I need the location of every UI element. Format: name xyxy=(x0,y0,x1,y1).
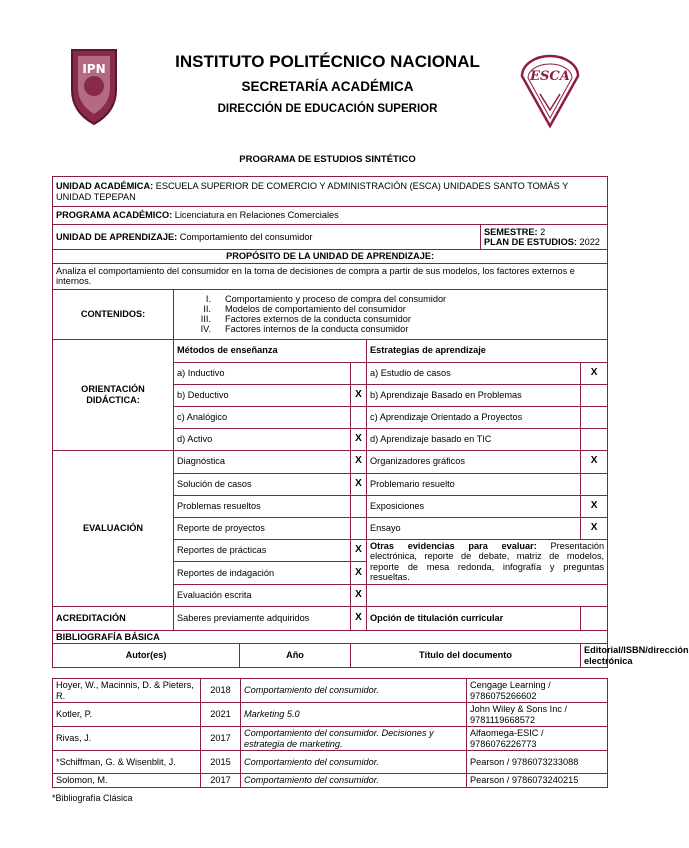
evaluacion-row: Reportes de prácticas X Otras evidencias para evaluar: Presentación electrónica, reporte de debate, matriz de modelos, reporte de mesa redonda, infografía y preguntas resueltas. xyxy=(53,539,608,562)
evaluacion-mark: X xyxy=(351,539,367,562)
metodo-mark xyxy=(351,406,367,428)
metodo-mark: X xyxy=(351,384,367,406)
contenidos-row xyxy=(53,289,608,339)
program-table xyxy=(52,176,689,668)
evaluacion-row: Problemas resueltos Exposiciones X xyxy=(53,495,608,517)
saberes-previos: Saberes previamente adquiridos xyxy=(174,606,351,630)
programa-row xyxy=(53,207,608,225)
evaluacion-mark: X xyxy=(351,584,367,606)
bibliografia-title: BIBLIOGRAFÍA BÁSICA xyxy=(53,630,608,644)
bibliografia-row: *Schiffman, G. & Wisenblit, J. 2015 Comportamiento del consumidor. Pearson / 9786073233088 xyxy=(53,751,608,774)
document-title: PROGRAMA DE ESTUDIOS SINTÉTICO xyxy=(239,154,416,165)
estrategias-header: Estrategias de aprendizaje xyxy=(367,339,608,362)
metodo-mark xyxy=(351,362,367,384)
evaluacion-row: Evaluación escrita X xyxy=(53,584,608,606)
otras-evidencias xyxy=(367,539,608,584)
contenido-item: IV. Factores internos de la conducta consumidor xyxy=(200,324,409,334)
evaluacion-mark: X xyxy=(351,473,367,495)
bibliografia-row: Kotler, P. 2021 Marketing 5.0 John Wiley & Sons Inc / 9781119668572 xyxy=(53,703,608,727)
evaluacion-mark xyxy=(351,495,367,517)
secretariat-title: SECRETARÍA ACADÉMICA xyxy=(241,79,414,94)
institution-title: INSTITUTO POLITÉCNICO NACIONAL xyxy=(175,52,480,71)
evaluacion-row: Reporte de proyectos Ensayo X xyxy=(53,517,608,539)
unidad-aprendizaje-row xyxy=(53,225,608,250)
evaluacion-label: EVALUACIÓN xyxy=(53,450,174,606)
estrategia-mark: X xyxy=(581,362,608,384)
unidad-academica-value: ESCUELA SUPERIOR DE COMERCIO Y ADMINISTRACIÓN (ESCA) UNIDADES SANTO TOMÁS Y UNIDAD TEPEPAN xyxy=(56,181,569,202)
acreditacion-label: ACREDITACIÓN xyxy=(53,606,174,630)
proposito-title: PROPÓSITO DE LA UNIDAD DE APRENDIZAJE: xyxy=(53,250,608,264)
ipn-logo-text: IPN xyxy=(82,62,106,76)
contenido-item: III. Factores externos de la conducta consumidor xyxy=(200,314,411,324)
evaluacion-row: EVALUACIÓN Diagnóstica X Organizadores gráficos X xyxy=(53,450,608,473)
otras-evidencias-label: Otras evidencias para evaluar: xyxy=(370,540,537,551)
semestre-value: 2 xyxy=(540,226,546,237)
unidad-aprendizaje-value: Comportamiento del consumidor xyxy=(179,231,313,242)
semestre-label: SEMESTRE: xyxy=(484,226,538,237)
orientacion-row: c) Analógico c) Aprendizaje Orientado a Proyectos xyxy=(53,406,608,428)
programa-value: Licenciatura en Relaciones Comerciales xyxy=(174,210,339,221)
evaluacion-mark: X xyxy=(581,450,608,473)
bibliografia-row: Solomon, M. 2017 Comportamiento del consumidor. Pearson / 9786073240215 xyxy=(53,774,608,788)
opcion-mark xyxy=(581,606,608,630)
evaluacion-mark xyxy=(351,517,367,539)
bibliografia-table xyxy=(52,678,608,788)
contenidos-list xyxy=(177,294,604,334)
evaluacion-mark: X xyxy=(351,562,367,585)
programa-label: PROGRAMA ACADÉMICO: xyxy=(56,210,173,221)
unidad-academica-label: UNIDAD ACADÉMICA: xyxy=(56,181,154,191)
opcion-titulacion: Opción de titulación curricular xyxy=(367,606,581,630)
metodos-header: Métodos de enseñanza xyxy=(174,339,367,362)
saberes-mark: X xyxy=(351,606,367,630)
bibliografia-header-row: Autor(es) Año Título del documento Editorial/ISBN/dirección electrónica xyxy=(53,644,608,668)
evaluacion-mark: X xyxy=(581,517,608,539)
proposito-text: Analiza el comportamiento del consumidor en la toma de decisiones de compra a partir de sus modelos, los factores externos e internos. xyxy=(53,263,608,289)
plan-label: PLAN DE ESTUDIOS: xyxy=(484,237,577,247)
unidad-academica-row xyxy=(53,177,608,207)
contenido-item: II. Modelos de comportamiento del consumidor xyxy=(203,304,406,314)
esca-logo-text: ESCA xyxy=(530,69,570,84)
estrategia-mark xyxy=(581,428,608,450)
orientacion-row: a) Inductivo a) Estudio de casos X xyxy=(53,362,608,384)
bibliografia-footnote: *Bibliografía Clásica xyxy=(52,793,133,803)
estrategia-mark xyxy=(581,406,608,428)
bibliografia-row: Rivas, J. 2017 Comportamiento del consumidor. Decisiones y estrategia de marketing. Alfaomega-ESIC / 9786076226773 xyxy=(53,727,608,751)
evaluacion-row: Solución de casos X Problemario resuelto xyxy=(53,473,608,495)
otras-evidencias-text: Presentación electrónica, reporte de debate, matriz de modelos, reporte de mesa redonda, infografía y preguntas resueltas. xyxy=(370,540,605,582)
orientacion-label: ORIENTACIÓN DIDÁCTICA: xyxy=(53,339,174,450)
orientacion-row: b) Deductivo X b) Aprendizaje Basado en Problemas xyxy=(53,384,608,406)
evaluacion-mark xyxy=(581,473,608,495)
contenidos-label: CONTENIDOS: xyxy=(53,289,174,339)
estrategia-mark xyxy=(581,384,608,406)
bibliografia-row: Hoyer, W., Macinnis, D. & Pieters, R. 2018 Comportamiento del consumidor. Cengage Learning / 9786075266602 xyxy=(53,679,608,703)
evaluacion-mark: X xyxy=(581,495,608,517)
evaluacion-mark: X xyxy=(351,450,367,473)
contenido-item: I. Comportamiento y proceso de compra del consumidor xyxy=(205,294,447,304)
unidad-aprendizaje-label: UNIDAD DE APRENDIZAJE: xyxy=(56,231,178,242)
evaluacion-row: Reportes de indagación X xyxy=(53,562,608,585)
metodo-mark: X xyxy=(351,428,367,450)
orientacion-row: d) Activo X d) Aprendizaje basado en TIC xyxy=(53,428,608,450)
direction-title: DIRECCIÓN DE EDUCACIÓN SUPERIOR xyxy=(217,103,438,115)
acreditacion-row xyxy=(53,606,608,630)
plan-value: 2022 xyxy=(579,237,600,247)
